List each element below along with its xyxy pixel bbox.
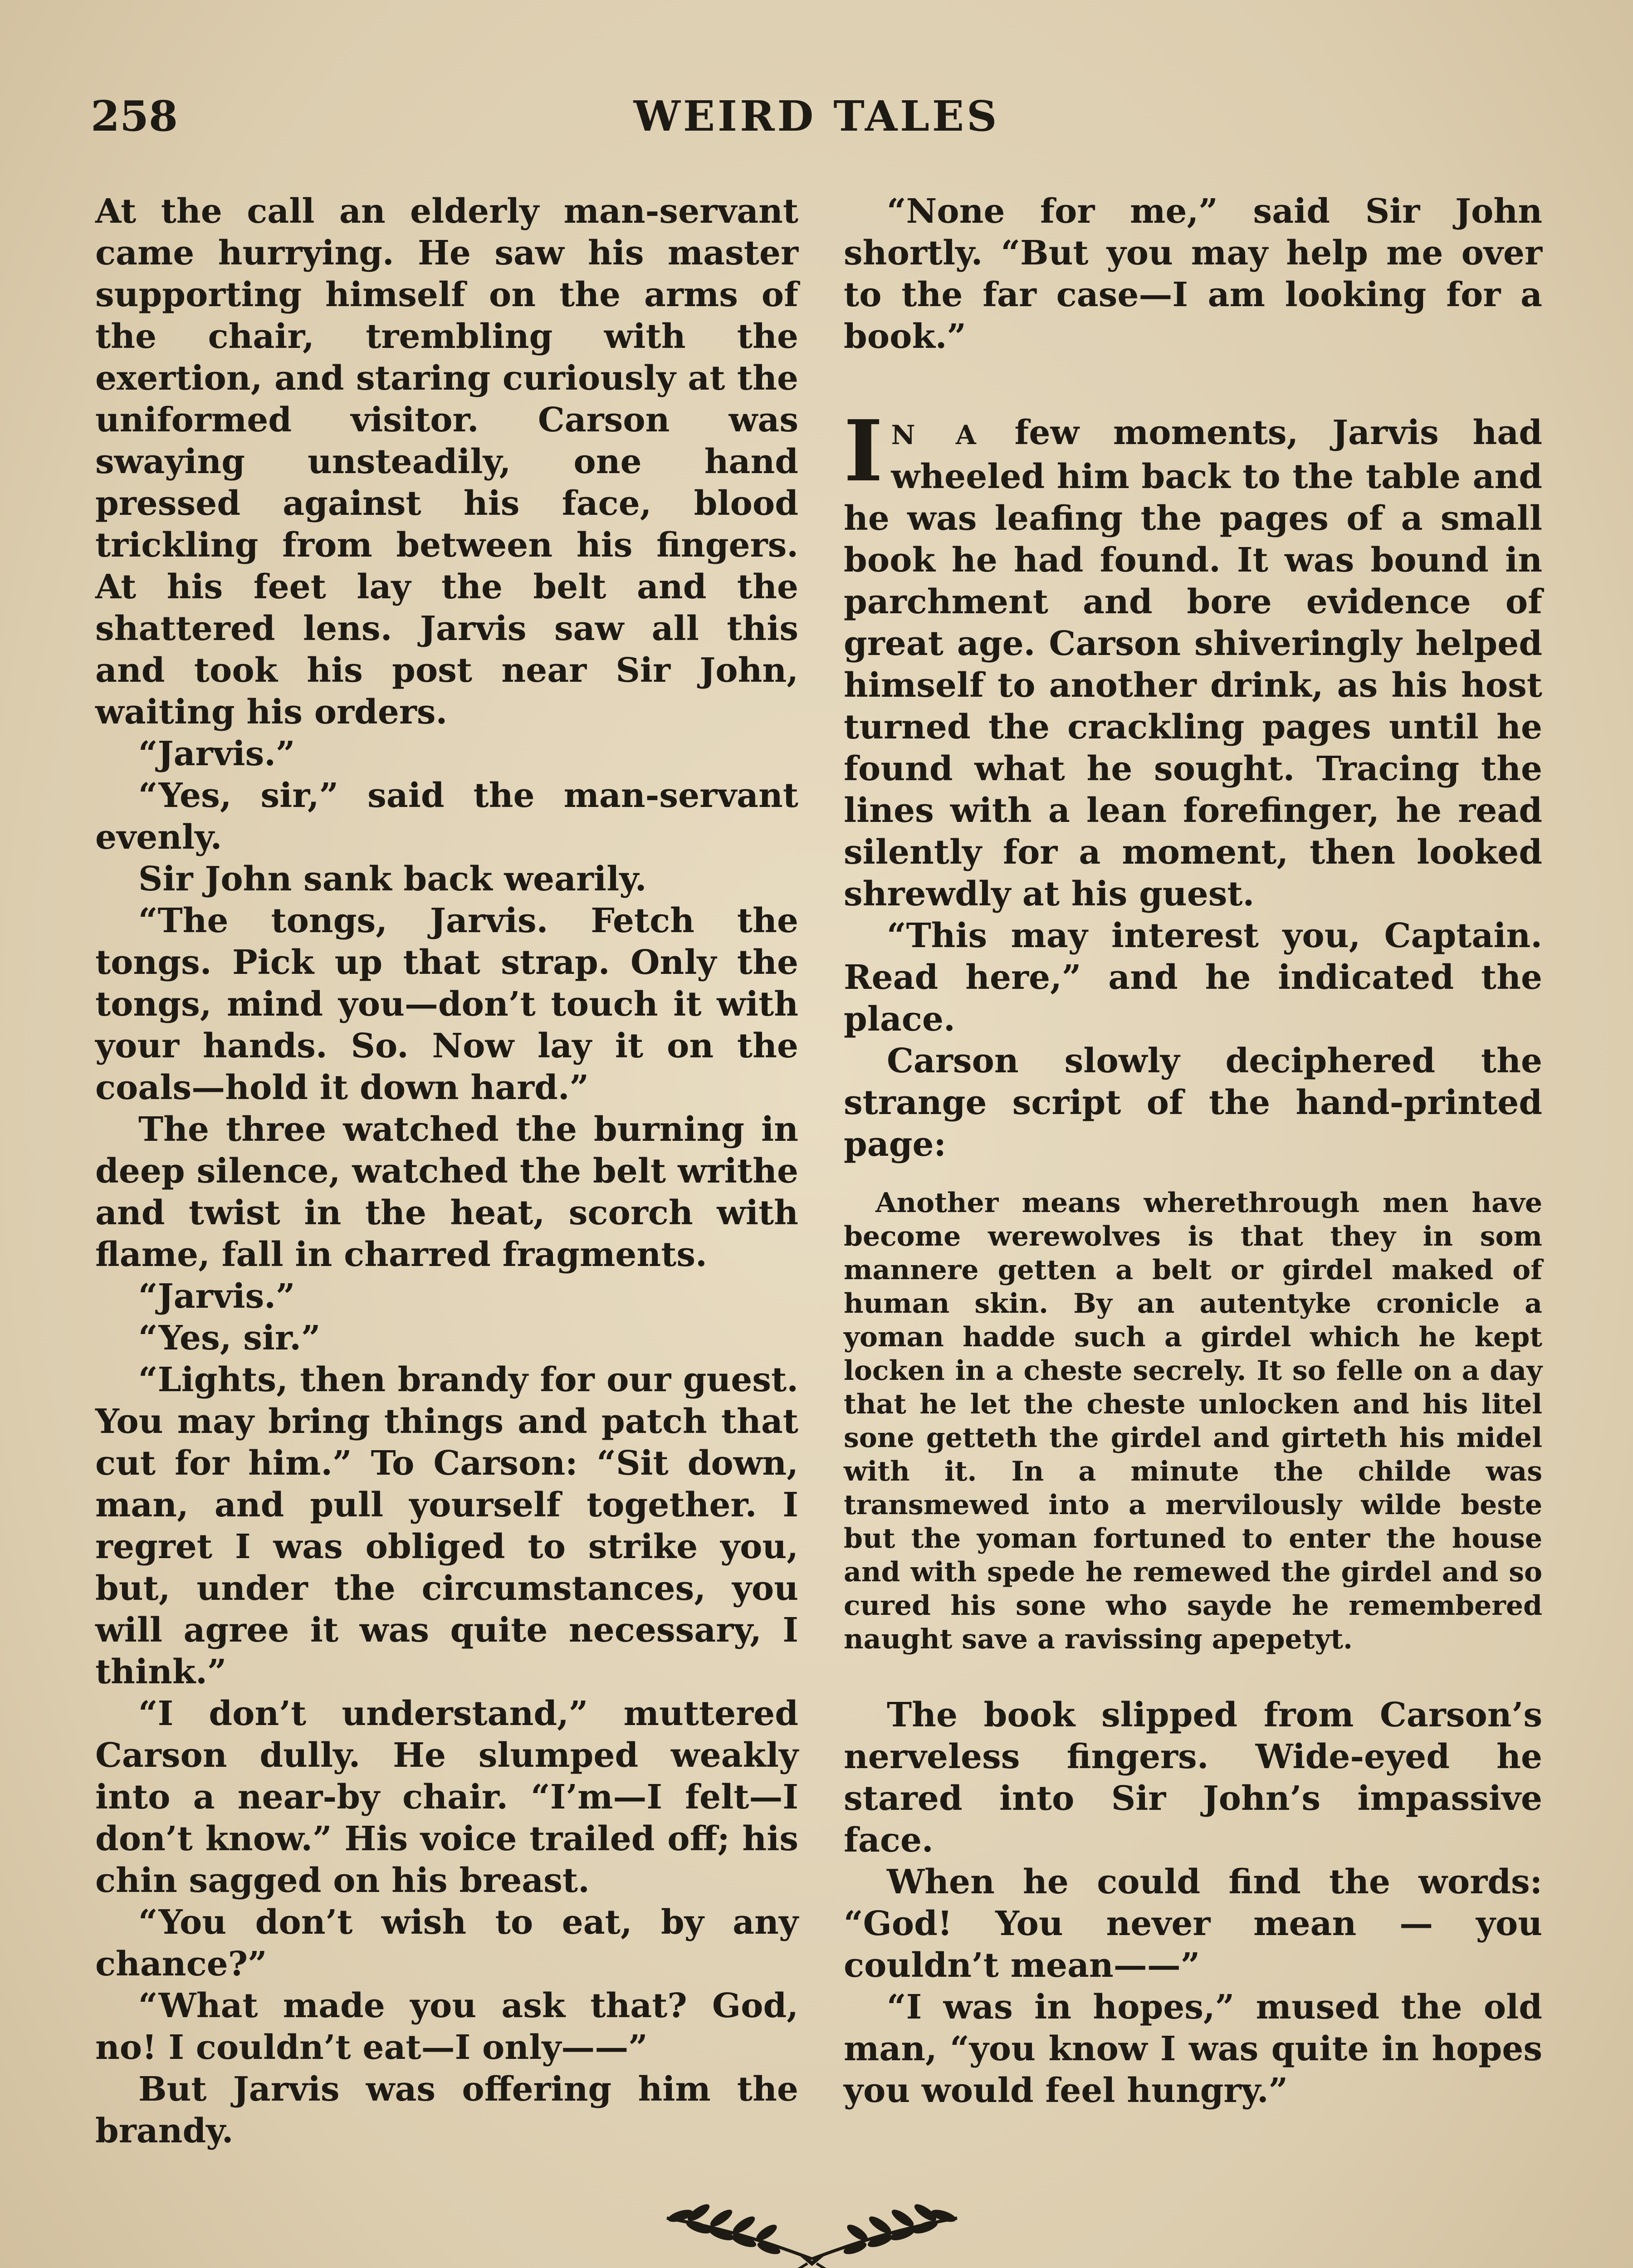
paragraph: Carson slowly deciphered the strange script of the hand-printed page: — [844, 1041, 1542, 1164]
paragraph: “The tongs, Jarvis. Fetch the tongs. Pick up that strap. Only the tongs, mind you—don’t touch it with your hands. So. Now lay it on the coals—hold it down hard.” — [95, 901, 798, 1107]
paragraph: “Yes, sir,” said the man-servant evenly. — [95, 776, 798, 857]
paragraph: “Jarvis.” — [138, 734, 295, 773]
laurel-branch-ornament — [653, 2191, 971, 2268]
quote-text: Another means wherethrough men have become werewolves is that they in som mannere getten a belt or girdel maked of human skin. By an autentyke cronicle a yoman hadde such a girdel which he kept locken in a cheste secrely. It so felle on a day that he let the cheste unlocken and his litel sone getteth the girdel and girteth his midel with it. In a minute the childe was transmewed into a mervilously wilde beste but the yoman fortuned to enter the house and with spede he remewed the girdel and so cured his sone who sayde he remembered naught save a ravissing apepetyt. — [844, 1187, 1542, 1655]
paragraph: At the call an elderly man-servant came hurrying. He saw his master supporting himself on the arms of the chair, trembling with the exertion, and staring curiously at the uniformed visitor. Carson was swaying unsteadily, one hand pressed against his face, blood trickling from between his fingers. At his feet lay the belt and the shattered lens. Jarvis saw all this and took his post near Sir John, waiting his orders. — [95, 192, 798, 732]
paragraph: “Jarvis.” — [138, 1277, 295, 1316]
section-text: few moments, Jarvis had wheeled him back to the table and he was leafing the pages of a small book he had found. It was bound in parchment and bore evidence of great age. Carson shiveringly helped himself to another drink, as his host turned the crackling pages until he found what he sought. Tracing the lines with a lean forefinger, he read silently for a moment, then looked shrewdly at his guest. — [844, 413, 1542, 914]
paragraph: “None for me,” said Sir John shortly. “But you may help me over to the far case—I am looking for a book.” — [844, 192, 1542, 356]
paragraph: The book slipped from Carson’s nerveless fingers. Wide-eyed he stared into Sir John’s impassive face. — [844, 1696, 1542, 1860]
paragraph: “I don’t understand,” muttered Carson dully. He slumped weakly into a near-by chair. “I’m—I felt—I don’t know.” His voice trailed off; his chin sagged on his breast. — [95, 1694, 798, 1900]
paragraph: “I was in hopes,” mused the old man, “you know I was quite in hopes you would feel hungry.” — [844, 1988, 1542, 2110]
paragraph: “Lights, then brandy for our guest. You may bring things and patch that cut for him.” To Carson: “Sit down, man, and pull yourself together. I regret I was obliged to strike you, but, under the circumstances, you will agree it was quite necessary, I think.” — [95, 1360, 798, 1691]
paragraph: “You don’t wish to eat, by any chance?” — [95, 1903, 798, 1984]
paragraph: Sir John sank back wearily. — [138, 860, 647, 899]
paragraph: “Yes, sir.” — [138, 1319, 321, 1358]
paragraph: “What made you ask that? God, no! I couldn’t eat—I only——” — [95, 1986, 798, 2067]
paragraph: “This may interest you, Captain. Read here,” and he indicated the place. — [844, 916, 1542, 1039]
running-head: WEIRD TALES — [633, 92, 1000, 141]
quoted-manuscript — [844, 1186, 1542, 1656]
page-number: 258 — [91, 92, 178, 141]
section-opening-paragraph — [844, 401, 1542, 915]
drop-cap: I — [844, 401, 883, 500]
paragraph: The three watched the burning in deep silence, watched the belt writhe and twist in the heat, scorch with flame, fall in charred fragments. — [95, 1110, 798, 1274]
left-column — [95, 191, 798, 2152]
paragraph: But Jarvis was offering him the brandy. — [95, 2070, 798, 2151]
small-caps-lead: N A — [891, 420, 981, 450]
right-column — [844, 191, 1542, 2112]
paragraph: When he could find the words: “God! You never mean — you couldn’t mean——” — [844, 1862, 1542, 1985]
section-break — [844, 357, 1542, 412]
